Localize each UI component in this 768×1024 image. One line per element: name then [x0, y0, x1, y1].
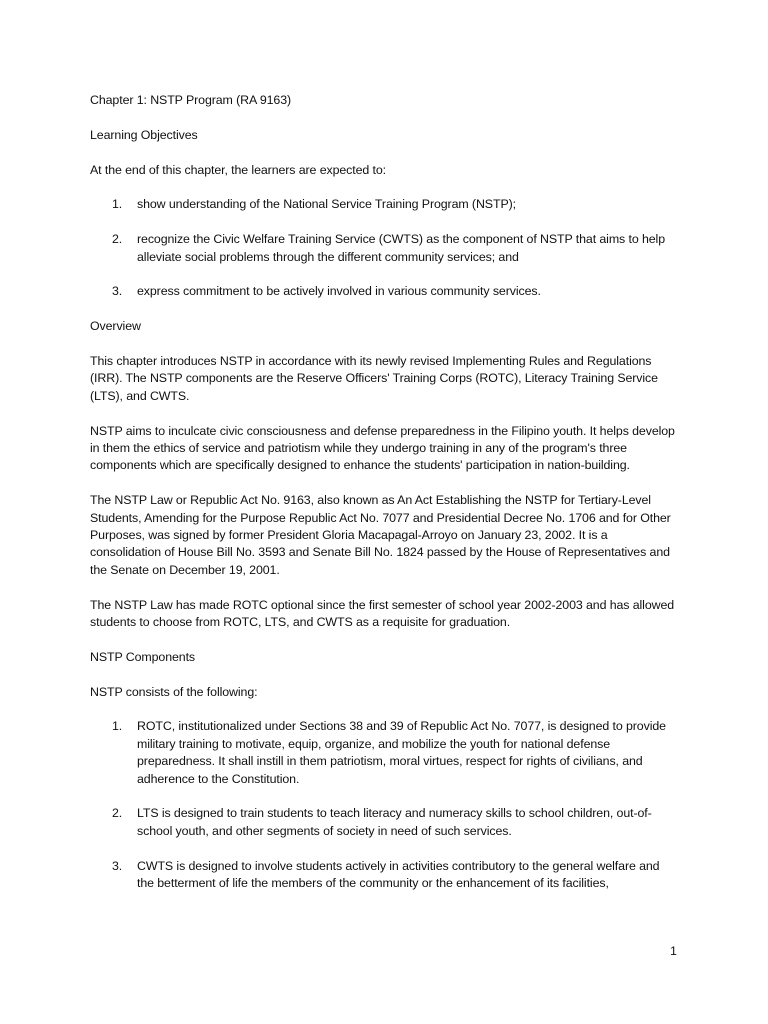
learning-objectives-heading: Learning Objectives [90, 127, 198, 142]
components-intro: NSTP consists of the following: [90, 684, 258, 699]
overview-paragraph: This chapter introduces NSTP in accordance with its newly revised Implementing Rules and Regulations (IRR). The NSTP components are the Reserve Officers' Training Corps (ROTC), Literacy Training Service (LTS), and CWTS. [90, 353, 658, 403]
component-text: LTS is designed to train students to teach literacy and numeracy skills to school children, out-of-school youth, and other segments of society in need of such services. [137, 806, 652, 838]
document-body [90, 92, 676, 910]
list-number: 2. [112, 806, 123, 821]
list-number: 1. [112, 197, 123, 212]
objectives-list [90, 196, 676, 300]
objective-text: express commitment to be actively involved in various community services. [137, 284, 541, 299]
list-number: 2. [112, 232, 123, 247]
component-item [90, 718, 676, 788]
component-text: ROTC, institutionalized under Sections 38 and 39 of Republic Act No. 7077, is designed to provide military training to motivate, equip, organize, and mobilize the youth for national defense preparedness. It shall instill in them patriotism, moral virtues, respect for rights of civilians, and adherence to the Constitution. [137, 719, 666, 786]
chapter-title: Chapter 1: NSTP Program (RA 9163) [90, 93, 292, 107]
component-item [90, 805, 676, 840]
list-number: 3. [112, 858, 123, 873]
list-number: 3. [112, 284, 123, 299]
overview-paragraph: The NSTP Law or Republic Act No. 9163, also known as An Act Establishing the NSTP for Tertiary-Level Students, Amending for the Purpose Republic Act No. 7077 and Presidential Decree No. 1706 and for Other Purposes, was signed by former President Gloria Macapagal-Arroyo on January 23, 2002. It is a consolidation of House Bill No. 3593 and Senate Bill No. 1824 passed by the House of Representatives and the Senate on December 19, 2001. [90, 493, 671, 577]
page-number: 1 [670, 944, 677, 958]
objective-text: show understanding of the National Service Training Program (NSTP); [137, 197, 516, 212]
overview-heading: Overview [90, 319, 141, 334]
components-list [90, 718, 676, 892]
list-number: 1. [112, 719, 123, 734]
objective-item [90, 283, 676, 300]
overview-paragraph: NSTP aims to inculcate civic consciousness and defense preparedness in the Filipino youth. It helps develop in them the ethics of service and patriotism while they undergo training in any of the program's three components which are specifically designed to enhance the students' participation in nation-building. [90, 423, 675, 473]
objective-text: recognize the Civic Welfare Training Service (CWTS) as the component of NSTP that aims to help alleviate social problems through the different community services; and [137, 232, 665, 264]
objective-item [90, 231, 676, 266]
components-heading: NSTP Components [90, 649, 196, 664]
objectives-intro: At the end of this chapter, the learners are expected to: [90, 162, 386, 177]
overview-paragraph: The NSTP Law has made ROTC optional since the first semester of school year 2002-2003 and has allowed students to choose from ROTC, LTS, and CWTS as a requisite for graduation. [90, 597, 675, 630]
component-text: CWTS is designed to involve students actively in activities contributory to the general welfare and the betterment of life the members of the community or the enhancement of its facilities, [137, 858, 660, 891]
component-item [90, 858, 676, 893]
objective-item [90, 196, 676, 213]
